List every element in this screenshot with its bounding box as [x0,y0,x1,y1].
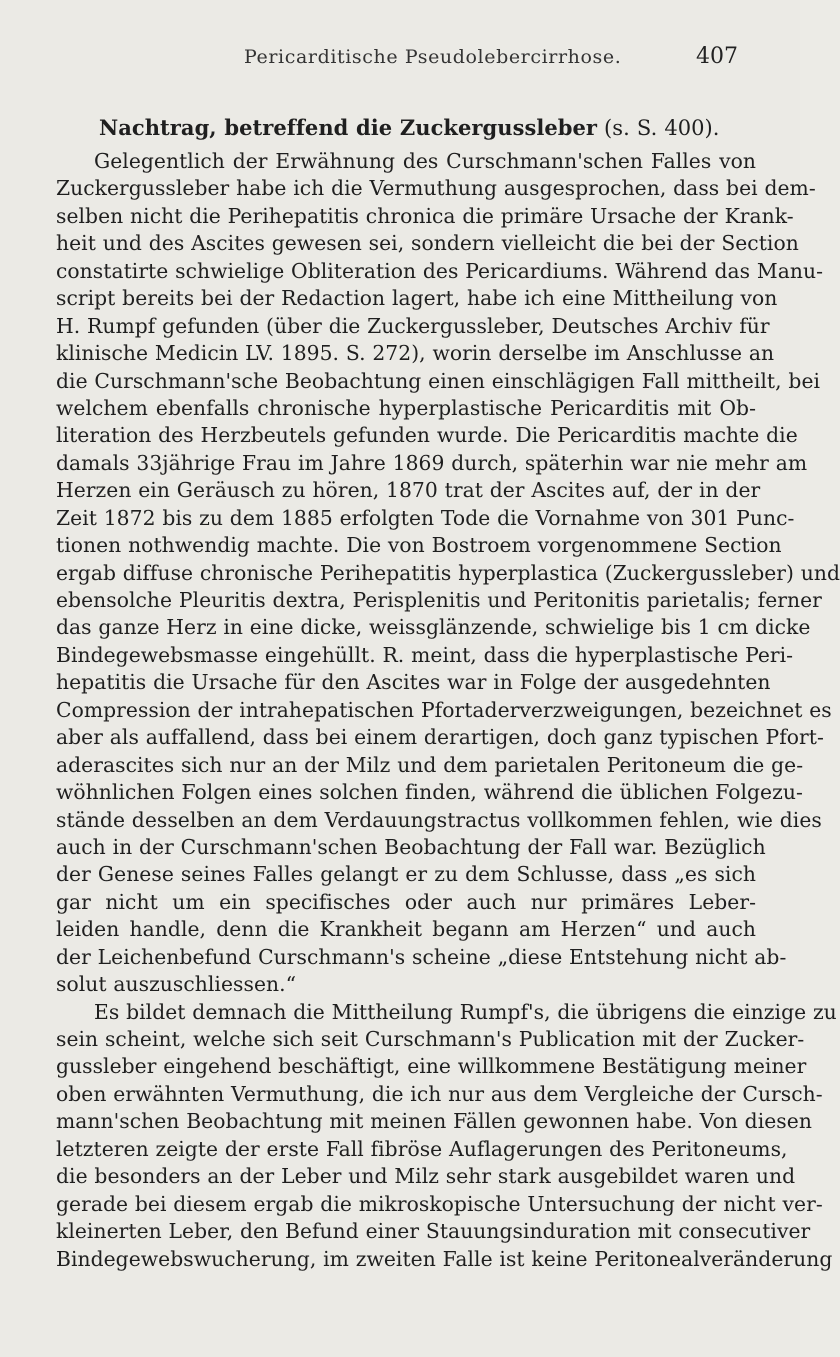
text-line: selben nicht die Perihepatitis chronica die primäre Ursache der Krank- [56,203,794,228]
text-line: ebensolche Pleuritis dextra, Perisplenitis und Peritonitis parietalis; ferner [56,588,822,612]
text-line: Gelegentlich der Erwähnung des Curschmann'schen Falles von [94,149,756,173]
text-line: hepatitis die Ursache für den Ascites war in Folge der ausgedehnten [56,670,771,695]
body-text [56,108,840,1273]
text-line: leiden handle, denn die Krankheit begann am Herzen“ und auch [56,917,756,942]
text-line: wöhnlichen Folgen eines solchen finden, während die üblichen Folgezu- [56,780,803,805]
text-line: welchem ebenfalls chronische hyperplastische Pericarditis mit Ob- [56,395,756,420]
page-number: 407 [696,44,738,69]
text-line: constatirte schwielige Obliteration des Pericardiums. Während das Manu- [56,258,823,283]
section-heading-title: Nachtrag, betreffend die Zuckergussleber [99,115,598,140]
text-line: aber als auffallend, dass bei einem derartigen, doch ganz typischen Pfort- [56,725,824,750]
text-line: letzteren zeigte der erste Fall fibröse Auflagerungen des Peritoneums, [56,1136,788,1161]
text-line: solut auszuschliessen.“ [56,972,297,997]
text-line: oben erwähnten Vermuthung, die ich nur aus dem Vergleiche der Cursch- [56,1081,823,1106]
text-line: auch in der Curschmann'schen Beobachtung der Fall war. Bezüglich [56,834,766,859]
text-line: der Leichenbefund Curschmann's scheine „diese Entstehung nicht ab- [56,944,787,969]
text-line: Bindegewebsmasse eingehüllt. R. meint, dass die hyperplastische Peri- [56,642,794,667]
text-line: die besonders an der Leber und Milz sehr stark ausgebildet waren und [56,1164,796,1189]
text-line: gar nicht um ein specifisches oder auch nur primäres Leber- [56,889,756,914]
text-line: Zuckergussleber habe ich die Vermuthung ausgesprochen, dass bei dem- [56,176,816,201]
text-line: Compression der intrahepatischen Pfortaderverzweigungen, bezeichnet es [56,697,832,722]
text-line: script bereits bei der Redaction lagert, habe ich eine Mittheilung von [56,286,778,311]
section-heading [56,108,756,148]
text-line: Bindegewebswucherung, im zweiten Falle ist keine Peritonealveränderung [56,1246,833,1271]
text-line: kleinerten Leber, den Befund einer Stauungsinduration mit consecutiver [56,1219,811,1244]
text-line: damals 33jährige Frau im Jahre 1869 durch, späterhin war nie mehr am [56,450,808,475]
text-line: sein scheint, welche sich seit Curschmann's Publication mit der Zucker- [56,1027,805,1051]
running-head [56,46,738,74]
text-line: Zeit 1872 bis zu dem 1885 erfolgten Tode die Vornahme von 301 Punc- [56,505,795,530]
text-line: heit und des Ascites gewesen sei, sondern vielleicht die bei der Section [56,231,799,256]
text-line: der Genese seines Falles gelangt er zu dem Schlusse, dass „es sich [56,862,756,887]
text-line: mann'schen Beobachtung mit meinen Fällen gewonnen habe. Von diesen [56,1109,812,1134]
text-line: die Curschmann'sche Beobachtung einen einschlägigen Fall mittheilt, bei [56,368,821,393]
text-line: das ganze Herz in eine dicke, weissglänzende, schwielige bis 1 cm dicke [56,615,811,640]
text-line: literation des Herzbeutels gefunden wurde. Die Pericarditis machte die [56,423,798,448]
text-line: ergab diffuse chronische Perihepatitis hyperplastica (Zuckergussleber) und [56,560,840,585]
text-line: H. Rumpf gefunden (über die Zuckergussleber, Deutsches Archiv für [56,313,770,338]
text-line: gerade bei diesem ergab die mikroskopische Untersuchung der nicht ver- [56,1191,823,1216]
text-line: Es bildet demnach die Mittheilung Rumpf's, die übrigens die einzige zu [94,999,837,1024]
text-line: gussleber eingehend beschäftigt, eine willkommene Bestätigung meiner [56,1054,807,1079]
text-line: Herzen ein Geräusch zu hören, 1870 trat der Ascites auf, der in der [56,478,761,503]
text-line: stände desselben an dem Verdauungstractus vollkommen fehlen, wie dies [56,807,822,832]
text-line: tionen nothwendig machte. Die von Bostroem vorgenommene Section [56,533,782,558]
text-line: aderascites sich nur an der Milz und dem parietalen Peritoneum die ge- [56,752,804,777]
running-title: Pericarditische Pseudolebercirrhose. [244,46,622,68]
section-heading-reference: (s. S. 400). [597,116,720,140]
text-line: klinische Medicin LV. 1895. S. 272), worin derselbe im Anschlusse an [56,341,775,366]
